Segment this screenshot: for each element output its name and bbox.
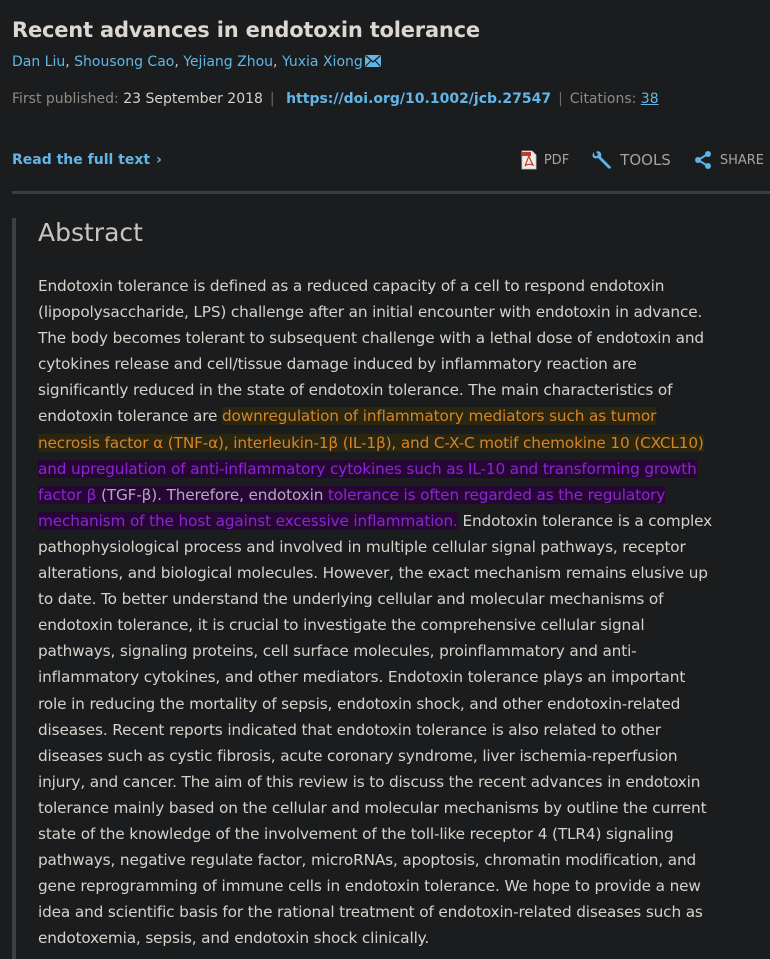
abstract-line (38, 560, 760, 586)
abstract-line (38, 769, 760, 795)
author-link[interactable]: Yejiang Zhou (183, 54, 274, 70)
section-divider (12, 191, 770, 194)
abstract-text-segment: endotoxin tolerance are (38, 407, 222, 426)
abstract-line (38, 691, 760, 717)
pdf-button[interactable] (521, 150, 569, 170)
mail-icon[interactable] (365, 55, 381, 67)
abstract-line (38, 403, 760, 429)
author-list (12, 54, 381, 70)
abstract-accent-bar (12, 218, 16, 959)
abstract-line (38, 873, 760, 899)
citations-count[interactable]: 38 (640, 91, 659, 107)
author-link[interactable]: Dan Liu (12, 54, 66, 70)
highlighted-text-purple: factor β (38, 485, 101, 504)
abstract-text-segment: diseases such as cystic fibrosis, acute coronary syndrome, liver ischemia-reperfusion (38, 746, 678, 765)
abstract-line (38, 821, 760, 847)
abstract-line (38, 325, 760, 351)
tools-label: TOOLS (620, 151, 671, 169)
abstract-line (38, 612, 760, 638)
abstract-line (38, 534, 760, 560)
divider: | (269, 91, 275, 107)
highlighted-text-purple: (TGF-β). Therefore, endotoxin (100, 485, 324, 504)
author-separator: , (273, 54, 278, 70)
abstract-text-segment: gene reprogramming of immune cells in endotoxin tolerance. We hope to provide a new (38, 877, 701, 896)
author-link[interactable]: Shousong Cao (74, 54, 175, 70)
abstract-text-segment: endotoxemia, sepsis, and endotoxin shock clinically. (38, 929, 430, 948)
abstract-text-segment: endotoxin tolerance, it is crucial to investigate the comprehensive cellular signal (38, 616, 645, 635)
abstract-line (38, 377, 760, 403)
abstract-line (38, 664, 760, 690)
first-published-date: 23 September 2018 (123, 91, 263, 107)
abstract-text-segment: alterations, and biological molecules. However, the exact mechanism remains elusive up (38, 564, 708, 583)
abstract-heading: Abstract (38, 218, 143, 247)
abstract-text-segment: Endotoxin tolerance is defined as a reduced capacity of a cell to respond endotoxin (38, 277, 665, 295)
abstract-line (38, 847, 760, 873)
abstract-text-segment: pathways, negative regulate factor, microRNAs, apoptosis, chromatin modification, and (38, 851, 697, 870)
abstract-text-segment: idea and scientific basis for the rational treatment of endotoxin-related diseases such as (38, 903, 703, 922)
pdf-file-icon (521, 150, 537, 170)
abstract-text-segment: (lipopolysaccharide, LPS) challenge after an initial encounter with endotoxin in advance. (38, 303, 703, 322)
abstract-line (38, 273, 760, 299)
article-title: Recent advances in endotoxin tolerance (12, 18, 480, 43)
highlighted-text-purple: and upregulation of anti-inflammatory cytokines such as IL-10 and transforming growth (38, 459, 697, 478)
highlighted-text-orange: downregulation of inflammatory mediators such as tumor (221, 407, 657, 426)
highlighted-text-orange: necrosis factor α (TNF-α), interleukin-1β (IL-1β), and C-X-C motif chemokine 10 (CXCL10) (38, 433, 704, 452)
publication-meta (12, 91, 659, 107)
wrench-icon (591, 150, 613, 170)
abstract-line (38, 638, 760, 664)
doi-link[interactable]: https://doi.org/10.1002/jcb.27547 (286, 91, 552, 107)
abstract-text-segment: role in reducing the mortality of sepsis, endotoxin shock, and other endotoxin-related (38, 694, 681, 713)
abstract-text-segment: pathways, signaling proteins, cell surface molecules, proinflammatory and anti- (38, 642, 637, 661)
abstract-line (38, 925, 760, 951)
author-separator: , (174, 54, 179, 70)
abstract-text-segment: significantly reduced in the state of endotoxin tolerance. The main characteristics of (38, 381, 673, 400)
abstract-text-segment: cytokines release and cell/tissue damage induced by inflammatory reaction are (38, 355, 637, 374)
abstract-text-segment: Endotoxin tolerance is a complex (457, 511, 713, 530)
divider: | (558, 91, 563, 107)
abstract-text-segment: injury, and cancer. The aim of this review is to discuss the recent advances in endotoxin (38, 772, 701, 791)
abstract-line (38, 351, 760, 377)
highlighted-text-purple: tolerance is often regarded as the regulatory (323, 485, 666, 504)
abstract-text-segment: to date. To better understand the underlying cellular and molecular mechanisms of (38, 590, 664, 609)
abstract-line (38, 430, 760, 456)
abstract-line (38, 508, 760, 534)
abstract-line (38, 899, 760, 925)
chevron-right-icon: › (156, 152, 162, 168)
abstract-line (38, 717, 760, 743)
author-separator: , (65, 54, 70, 70)
share-label: SHARE (719, 152, 764, 168)
abstract-text-segment: tolerance mainly based on the cellular and molecular mechanisms by outline the current (38, 798, 707, 817)
abstract-line (38, 586, 760, 612)
abstract-line (38, 795, 760, 821)
abstract-line (38, 456, 760, 482)
abstract-text-segment: The body becomes tolerant to subsequent challenge with a lethal dose of endotoxin and (38, 329, 704, 348)
share-button[interactable] (693, 150, 764, 170)
abstract-text (38, 273, 760, 951)
first-published-label: First published: (12, 91, 119, 107)
abstract-line (38, 482, 760, 508)
highlighted-text-purple: mechanism of the host against excessive inflammation. (38, 511, 458, 530)
citations-label: Citations: (569, 91, 637, 107)
abstract-text-segment: diseases. Recent reports indicated that endotoxin tolerance is also related to other (38, 720, 661, 739)
author-link[interactable]: Yuxia Xiong (281, 54, 363, 70)
article-toolbar (499, 150, 764, 170)
read-full-text-link[interactable] (12, 152, 162, 168)
abstract-line (38, 299, 760, 325)
share-icon (693, 150, 713, 170)
read-full-text-label: Read the full text (12, 152, 151, 168)
abstract-text-segment: inflammatory cytokines, and other mediators. Endotoxin tolerance plays an important (38, 668, 686, 687)
abstract-line (38, 743, 760, 769)
tools-button[interactable] (591, 150, 671, 170)
pdf-label: PDF (543, 152, 570, 168)
abstract-text-segment: pathophysiological process and involved in multiple cellular signal pathways, receptor (38, 537, 686, 556)
abstract-text-segment: state of the knowledge of the involvement of the toll-like receptor 4 (TLR4) signaling (38, 824, 674, 843)
